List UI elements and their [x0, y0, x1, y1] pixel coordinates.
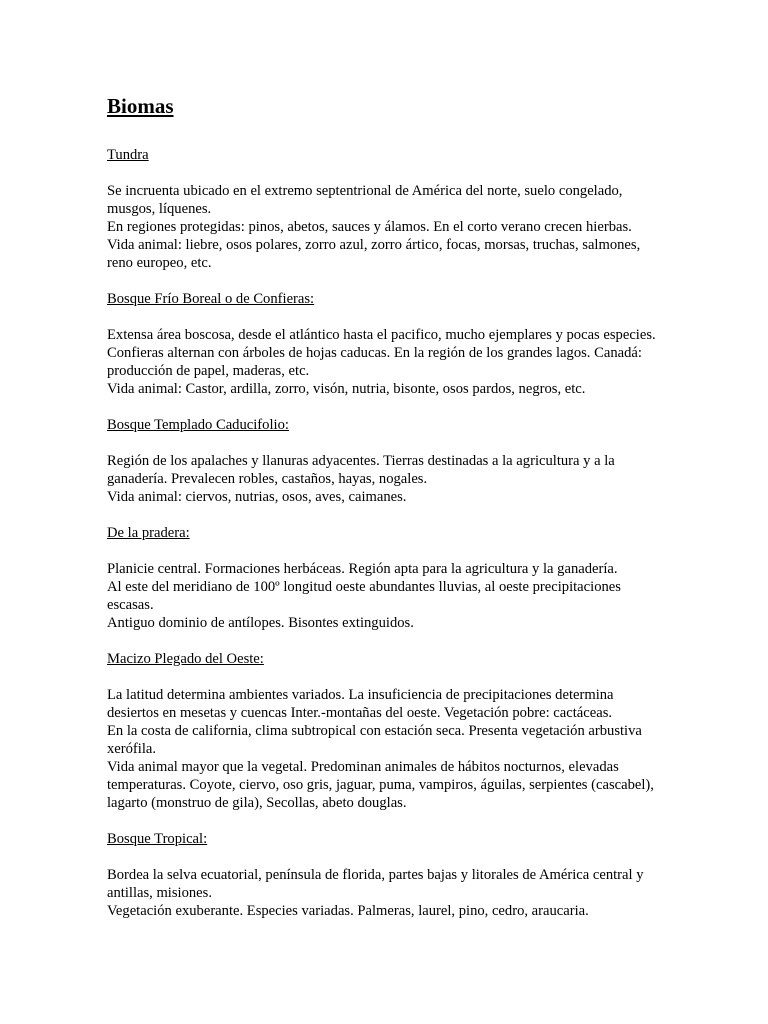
document-page	[107, 92, 667, 938]
paragraph: Al este del meridiano de 100º longitud oeste abundantes lluvias, al oeste precipitaciones escasas.	[107, 579, 621, 613]
section-body-bosque-tropical	[107, 866, 667, 920]
section-heading-bosque-frio-boreal: Bosque Frío Boreal o de Confieras:	[107, 291, 315, 307]
section-heading-tundra: Tundra	[107, 147, 149, 163]
section-body-bosque-frio-boreal	[107, 326, 667, 398]
section-body-bosque-templado	[107, 452, 667, 506]
paragraph: La latitud determina ambientes variados. La insuficiencia de precipitaciones determina desiertos en mesetas y cuencas Inter.-montañas del oeste. Vegetación pobre: cactáceas.	[107, 687, 614, 721]
section-heading-bosque-tropical: Bosque Tropical:	[107, 831, 208, 847]
paragraph: Extensa área boscosa, desde el atlántico hasta el pacifico, mucho ejemplares y pocas especies. Confieras alternan con árboles de hojas caducas. En la región de los grandes lagos. Canadá: producción de papel, maderas, etc.	[107, 327, 656, 379]
paragraph: Vida animal: Castor, ardilla, zorro, visón, nutria, bisonte, osos pardos, negros, etc.	[107, 381, 586, 397]
paragraph: Vida animal: ciervos, nutrias, osos, aves, caimanes.	[107, 489, 407, 505]
section-heading-pradera: De la pradera:	[107, 525, 190, 541]
paragraph: Bordea la selva ecuatorial, península de florida, partes bajas y litorales de América central y antillas, misiones.	[107, 867, 644, 901]
section-body-macizo-plegado	[107, 686, 667, 812]
paragraph: Vida animal: liebre, osos polares, zorro azul, zorro ártico, focas, morsas, truchas, salmones, reno europeo, etc.	[107, 237, 641, 271]
section-heading-bosque-templado: Bosque Templado Caducifolio:	[107, 417, 289, 433]
paragraph: Planicie central. Formaciones herbáceas. Región apta para la agricultura y la ganadería.	[107, 561, 618, 577]
section-body-tundra	[107, 182, 667, 272]
paragraph: Vida animal mayor que la vegetal. Predominan animales de hábitos nocturnos, elevadas temperaturas. Coyote, ciervo, oso gris, jaguar, puma, vampiros, águilas, serpientes (cascabel), lagarto (monstruo de gila), Secollas, abeto douglas.	[107, 759, 654, 811]
paragraph: Vegetación exuberante. Especies variadas. Palmeras, laurel, pino, cedro, araucaria.	[107, 903, 589, 919]
paragraph: En la costa de california, clima subtropical con estación seca. Presenta vegetación arbustiva xerófila.	[107, 723, 642, 757]
paragraph: Región de los apalaches y llanuras adyacentes. Tierras destinadas a la agricultura y a la ganadería. Prevalecen robles, castaños, hayas, nogales.	[107, 453, 615, 487]
paragraph: En regiones protegidas: pinos, abetos, sauces y álamos. En el corto verano crecen hierbas.	[107, 219, 632, 235]
paragraph: Antiguo dominio de antílopes. Bisontes extinguidos.	[107, 615, 414, 631]
document-title: Biomas	[107, 94, 174, 118]
section-body-pradera	[107, 560, 667, 632]
paragraph: Se incruenta ubicado en el extremo septentrional de América del norte, suelo congelado, musgos, líquenes.	[107, 183, 623, 217]
section-heading-macizo-plegado: Macizo Plegado del Oeste:	[107, 651, 264, 667]
